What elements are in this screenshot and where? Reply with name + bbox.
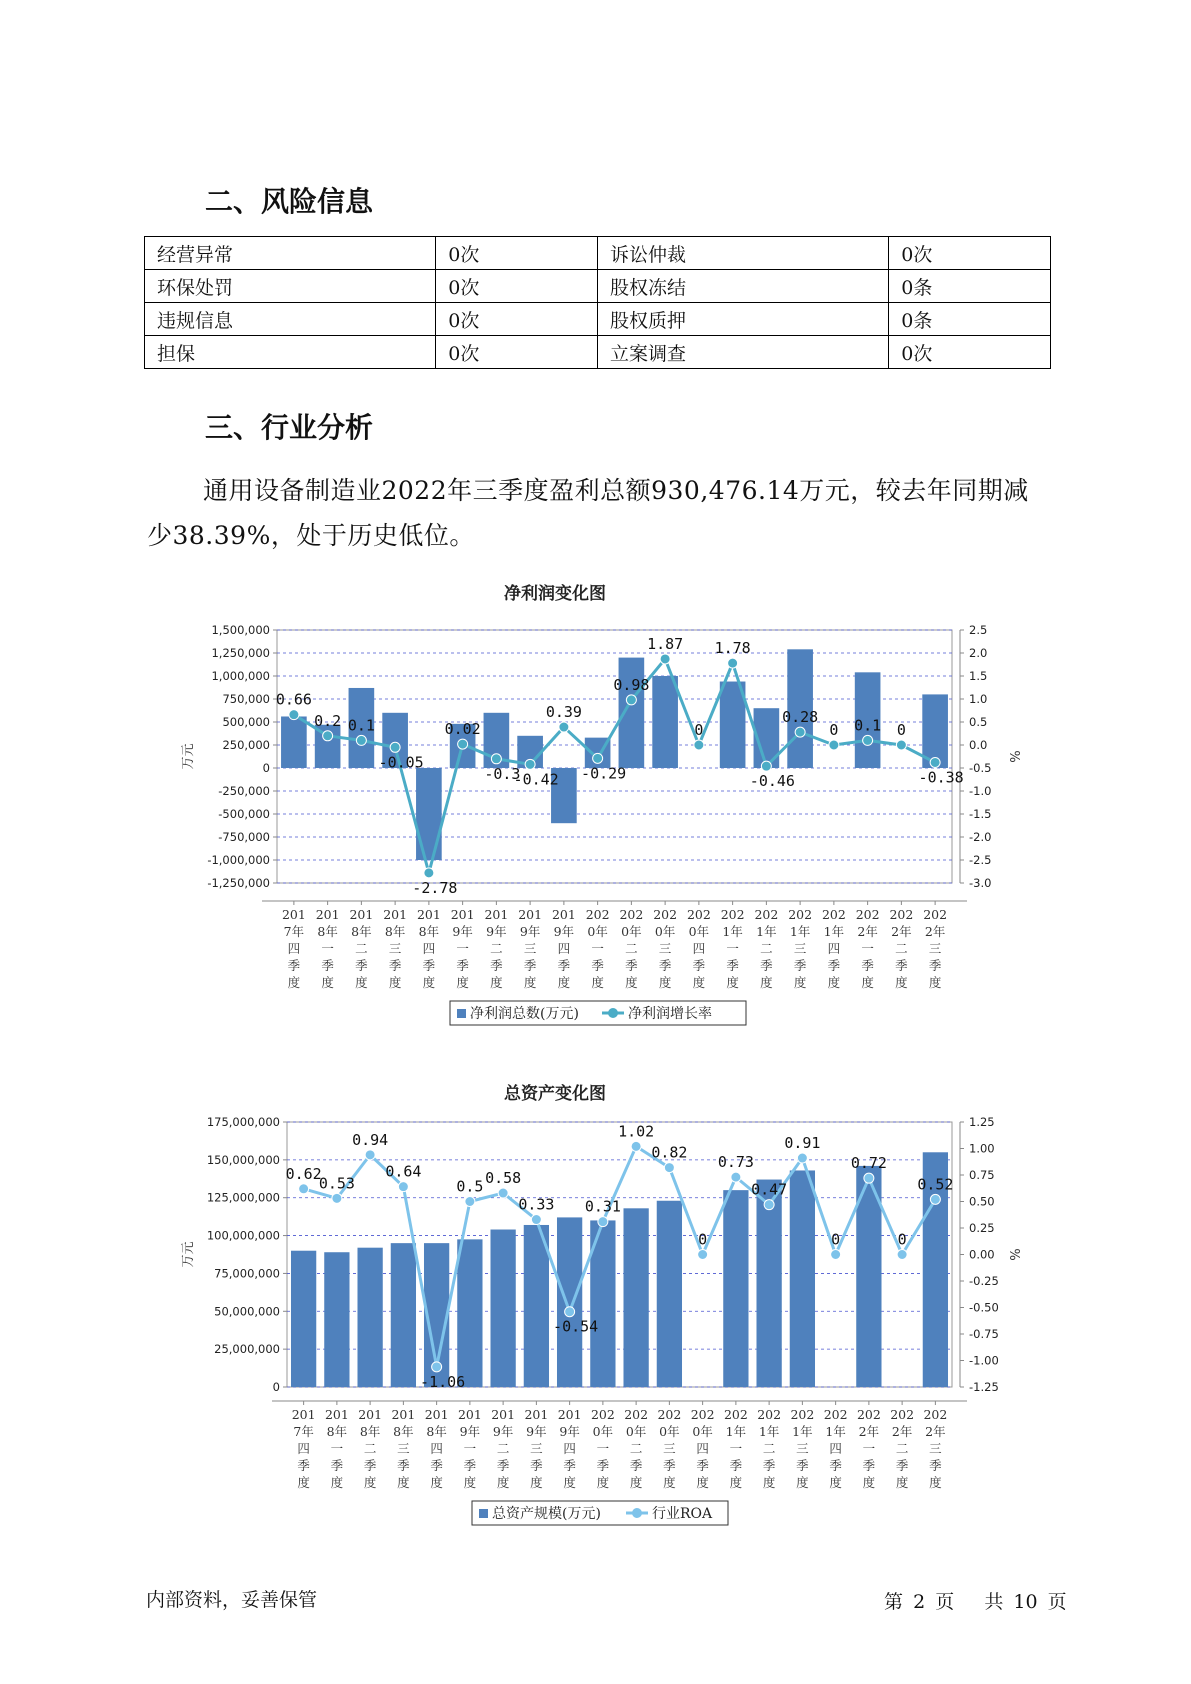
legend-label: 净利润增长率	[628, 1006, 712, 1022]
total-prefix: 共	[984, 1591, 1004, 1613]
y2-tick-label: -1.25	[969, 1380, 999, 1394]
x-tick-label: 202 1年二季度	[754, 907, 779, 990]
line-point	[761, 761, 771, 771]
line-point	[424, 868, 434, 878]
y2-tick-label: -0.5	[969, 761, 992, 775]
x-tick-label: 201 8年二季度	[358, 1407, 383, 1490]
data-label: -0.38	[918, 768, 964, 787]
risk-item-value: 0次	[436, 303, 598, 336]
bar	[391, 1243, 416, 1387]
line-point	[897, 1250, 907, 1260]
x-tick-label: 201 7年四季度	[291, 1407, 316, 1490]
data-label: 0.5	[456, 1177, 484, 1196]
x-tick-label: 202 1年四季度	[821, 907, 846, 990]
data-label: 0	[831, 1230, 841, 1249]
y2-tick-label: -0.50	[969, 1300, 999, 1315]
line-point	[829, 740, 839, 750]
total-assets-chart	[140, 1075, 1060, 1535]
x-tick-label: 201 9年三季度	[518, 907, 543, 990]
y-tick-label: 0	[262, 761, 270, 775]
y-tick-label: -1,000,000	[207, 853, 270, 867]
y-tick-label: 750,000	[222, 692, 270, 706]
y-tick-label: -1,250,000	[207, 876, 270, 890]
y-tick-label: -750,000	[218, 830, 270, 844]
x-tick-label: 202 2年三季度	[923, 1407, 948, 1490]
data-label: 0.98	[613, 675, 650, 694]
data-label: 0	[896, 721, 906, 739]
x-tick-label: 201 8年三季度	[391, 1407, 416, 1490]
line-point	[631, 1141, 641, 1151]
y2-axis-title: %	[1006, 1248, 1021, 1261]
x-tick-label: 202 2年三季度	[923, 907, 948, 990]
x-tick-label: 202 0年二季度	[619, 907, 644, 990]
legend-swatch-point	[632, 1508, 642, 1518]
x-tick-label: 202 1年三季度	[790, 1407, 815, 1490]
y2-tick-label: -1.0	[969, 784, 992, 798]
line-point	[694, 740, 704, 750]
risk-table	[144, 236, 1051, 369]
x-tick-label: 202 0年二季度	[624, 1407, 649, 1490]
bar	[324, 1252, 349, 1387]
legend-label: 总资产规模(万元)	[492, 1506, 601, 1522]
data-label: 1.78	[714, 639, 751, 658]
y-axis-title: 万元	[181, 1241, 196, 1268]
line-point	[289, 710, 299, 720]
data-label: 0.1	[854, 716, 882, 735]
x-tick-label: 202 2年二季度	[890, 1407, 915, 1490]
y-tick-label: -250,000	[218, 784, 270, 798]
risk-item-value: 0次	[436, 336, 598, 369]
line-point	[795, 727, 805, 737]
x-tick-label: 202 1年二季度	[757, 1407, 782, 1490]
y-tick-label: 175,000,000	[206, 1115, 280, 1129]
line-point	[356, 735, 366, 745]
data-label: 0.82	[651, 1143, 688, 1162]
x-tick-label: 201 8年三季度	[383, 907, 408, 990]
data-label: 0	[698, 1230, 708, 1249]
risk-item-label: 股权质押	[597, 303, 888, 336]
x-tick-label: 201 9年四季度	[557, 1407, 582, 1490]
line-point	[831, 1250, 841, 1260]
y2-tick-label: 0.50	[969, 1194, 995, 1209]
data-label: 0.31	[584, 1197, 621, 1216]
line-point	[299, 1184, 309, 1194]
y-tick-label: 0	[272, 1380, 280, 1394]
data-label: -0.29	[581, 764, 627, 783]
data-label: 0.66	[275, 690, 312, 709]
risk-item-value: 0次	[889, 336, 1051, 369]
y-tick-label: 75,000,000	[214, 1266, 280, 1281]
y2-tick-label: -0.75	[969, 1327, 999, 1341]
line-point	[565, 1307, 575, 1317]
x-tick-label: 202 0年四季度	[690, 1407, 715, 1490]
line-point	[864, 1173, 874, 1183]
data-label: 0	[829, 721, 839, 739]
bar	[490, 1230, 515, 1387]
net-profit-chart	[140, 575, 1060, 1035]
data-label: 0.58	[485, 1169, 522, 1188]
line-point	[559, 722, 569, 732]
legend-label: 净利润总数(万元)	[470, 1006, 579, 1022]
total-unit: 页	[1047, 1591, 1067, 1613]
y2-tick-label: 0.25	[969, 1221, 995, 1235]
data-label: 0.1	[347, 716, 375, 735]
total-pages: 10	[1013, 1591, 1038, 1613]
risk-table-row	[145, 237, 1051, 270]
bar	[291, 1251, 316, 1387]
y2-tick-label: 0.0	[969, 738, 988, 752]
y-tick-label: 500,000	[222, 715, 270, 729]
data-label: 0.33	[518, 1195, 555, 1214]
line-point	[664, 1163, 674, 1173]
bar	[623, 1208, 648, 1387]
y-tick-label: 25,000,000	[214, 1342, 280, 1357]
y2-tick-label: 1.0	[969, 692, 988, 706]
y2-axis-title: %	[1006, 750, 1021, 763]
line-point	[323, 731, 333, 741]
data-label: -2.78	[412, 878, 458, 897]
line-point	[598, 1217, 608, 1227]
x-tick-label: 201 9年四季度	[551, 907, 576, 990]
data-label: 0.2	[314, 711, 342, 730]
x-tick-label: 201 9年二季度	[484, 907, 509, 990]
data-label: 0.94	[352, 1130, 389, 1149]
bar	[416, 768, 442, 860]
y-tick-label: 1,000,000	[211, 669, 270, 683]
x-tick-label: 202 2年二季度	[889, 907, 914, 990]
y2-tick-label: -2.5	[969, 853, 992, 867]
y-tick-label: 150,000,000	[206, 1152, 280, 1167]
x-tick-label: 201 8年四季度	[416, 907, 441, 990]
risk-item-label: 立案调查	[597, 336, 888, 369]
bar	[790, 1170, 815, 1387]
risk-item-label: 违规信息	[145, 303, 436, 336]
y-tick-label: 250,000	[222, 738, 270, 752]
y2-tick-label: -0.25	[969, 1274, 999, 1288]
data-label: -1.06	[420, 1372, 466, 1391]
risk-item-value: 0次	[436, 270, 598, 303]
section-title-risk: 二、风险信息	[205, 185, 374, 218]
y2-tick-label: 0.5	[969, 715, 988, 729]
x-tick-label: 202 0年四季度	[686, 907, 711, 990]
line-point	[930, 1194, 940, 1204]
data-label: -0.54	[553, 1317, 599, 1336]
risk-item-value: 0次	[889, 237, 1051, 270]
data-label: 0.53	[318, 1174, 355, 1193]
data-label: 0.39	[545, 703, 582, 722]
bar	[756, 1180, 781, 1387]
data-label: 0.72	[850, 1154, 887, 1173]
data-label: 0.47	[751, 1180, 788, 1199]
x-tick-label: 202 0年三季度	[653, 907, 678, 990]
x-tick-label: 201 8年一季度	[315, 907, 340, 990]
x-tick-label: 202 1年一季度	[720, 907, 745, 990]
y2-tick-label: 1.25	[969, 1115, 995, 1129]
bar	[657, 1201, 682, 1387]
x-tick-label: 201 9年一季度	[457, 1407, 482, 1490]
y-tick-label: 50,000,000	[214, 1304, 280, 1319]
y-tick-label: -500,000	[218, 807, 270, 821]
page-number: 2	[913, 1591, 926, 1613]
x-tick-label: 201 9年三季度	[524, 1407, 549, 1490]
data-label: -0.3	[484, 764, 521, 783]
y-tick-label: 100,000,000	[206, 1228, 280, 1243]
line-point	[930, 757, 940, 767]
line-point	[863, 735, 873, 745]
data-label: 1.87	[647, 634, 684, 653]
x-tick-label: 201 9年二季度	[491, 1407, 516, 1490]
line-point	[660, 654, 670, 664]
x-tick-label: 201 7年四季度	[281, 907, 306, 990]
y2-tick-label: -3.0	[969, 876, 992, 890]
industry-paragraph: 通用设备制造业2022年三季度盈利总额930,476.14万元，较去年同期减少38.39%，处于历史低位。	[147, 476, 1029, 550]
bar	[457, 1239, 482, 1387]
risk-item-label: 环保处罚	[145, 270, 436, 303]
line-point	[525, 759, 535, 769]
y2-tick-label: 0.75	[969, 1168, 995, 1182]
y-tick-label: 125,000,000	[206, 1190, 280, 1205]
section-title-industry: 三、行业分析	[205, 411, 374, 444]
line-point	[698, 1250, 708, 1260]
chart-title: 净利润变化图	[504, 584, 606, 604]
data-label: 0	[694, 721, 704, 739]
risk-item-label: 经营异常	[145, 237, 436, 270]
y-tick-label: 1,250,000	[211, 646, 270, 660]
legend-label: 行业ROA	[652, 1506, 713, 1522]
bar	[281, 716, 307, 768]
x-tick-label: 201 8年一季度	[324, 1407, 349, 1490]
risk-item-value: 0次	[436, 237, 598, 270]
line-point	[365, 1150, 375, 1160]
x-tick-label: 201 8年二季度	[349, 907, 374, 990]
x-tick-label: 202 2年一季度	[855, 907, 880, 990]
risk-table-row	[145, 336, 1051, 369]
data-label: -0.42	[513, 770, 559, 789]
legend-swatch-point	[608, 1008, 618, 1018]
x-tick-label: 202 1年一季度	[723, 1407, 748, 1490]
x-tick-label: 202 0年一季度	[585, 907, 610, 990]
chart-title: 总资产变化图	[504, 1084, 606, 1104]
data-label: 1.02	[618, 1122, 655, 1141]
line-point	[432, 1362, 442, 1372]
y2-tick-label: 2.5	[969, 623, 988, 637]
y2-tick-label: -1.00	[969, 1353, 999, 1368]
x-tick-label: 202 0年三季度	[657, 1407, 682, 1490]
y2-tick-label: 2.0	[969, 646, 988, 660]
x-tick-label: 202 1年三季度	[788, 907, 813, 990]
x-tick-label: 201 8年四季度	[424, 1407, 449, 1490]
page-prefix: 第	[884, 1591, 904, 1613]
y2-tick-label: 1.5	[969, 669, 988, 683]
x-tick-label: 202 2年一季度	[856, 1407, 881, 1490]
footer-confidential-note: 内部资料，妥善保管	[146, 1589, 318, 1611]
risk-item-label: 担保	[145, 336, 436, 369]
legend-swatch-bar	[457, 1009, 466, 1018]
legend-swatch-bar	[479, 1509, 488, 1518]
line-point	[398, 1182, 408, 1192]
data-label: 0.28	[782, 708, 819, 727]
risk-item-value: 0条	[889, 303, 1051, 336]
line-point	[797, 1153, 807, 1163]
data-label: 0	[897, 1230, 907, 1249]
y-axis-title: 万元	[181, 743, 196, 770]
bar	[723, 1190, 748, 1387]
bar	[357, 1248, 382, 1387]
line-point	[728, 658, 738, 668]
data-label: 0.73	[717, 1153, 754, 1172]
risk-item-value: 0条	[889, 270, 1051, 303]
line-point	[465, 1197, 475, 1207]
footer-page-info	[884, 1587, 1067, 1614]
page-unit: 页	[935, 1591, 955, 1613]
line-point	[896, 740, 906, 750]
bar	[557, 1217, 582, 1387]
line-point	[498, 1188, 508, 1198]
line-point	[491, 754, 501, 764]
line-point	[332, 1193, 342, 1203]
data-label: -0.05	[378, 753, 424, 772]
risk-table-row	[145, 303, 1051, 336]
x-tick-label: 201 9年一季度	[450, 907, 475, 990]
risk-item-label: 股权冻结	[597, 270, 888, 303]
line-point	[764, 1200, 774, 1210]
line-point	[458, 739, 468, 749]
line-point	[390, 742, 400, 752]
data-label: 0.62	[285, 1164, 322, 1183]
y2-tick-label: -2.0	[969, 830, 992, 844]
risk-item-label: 诉讼仲裁	[597, 237, 888, 270]
y2-tick-label: 0.00	[969, 1247, 995, 1262]
x-tick-label: 202 0年一季度	[590, 1407, 615, 1490]
line-point	[531, 1215, 541, 1225]
y2-tick-label: 1.00	[969, 1141, 995, 1156]
line-point	[593, 753, 603, 763]
data-label: 0.64	[385, 1162, 422, 1181]
line-point	[626, 695, 636, 705]
data-label: -0.46	[749, 772, 795, 791]
risk-table-row	[145, 270, 1051, 303]
data-label: 0.02	[444, 720, 481, 739]
data-label: 0.91	[784, 1134, 821, 1153]
bar	[524, 1225, 549, 1387]
data-label: 0.52	[917, 1175, 954, 1194]
y-tick-label: 1,500,000	[211, 623, 270, 637]
line-point	[731, 1172, 741, 1182]
x-tick-label: 202 1年四季度	[823, 1407, 848, 1490]
y2-tick-label: -1.5	[969, 807, 992, 821]
bar	[652, 676, 678, 768]
